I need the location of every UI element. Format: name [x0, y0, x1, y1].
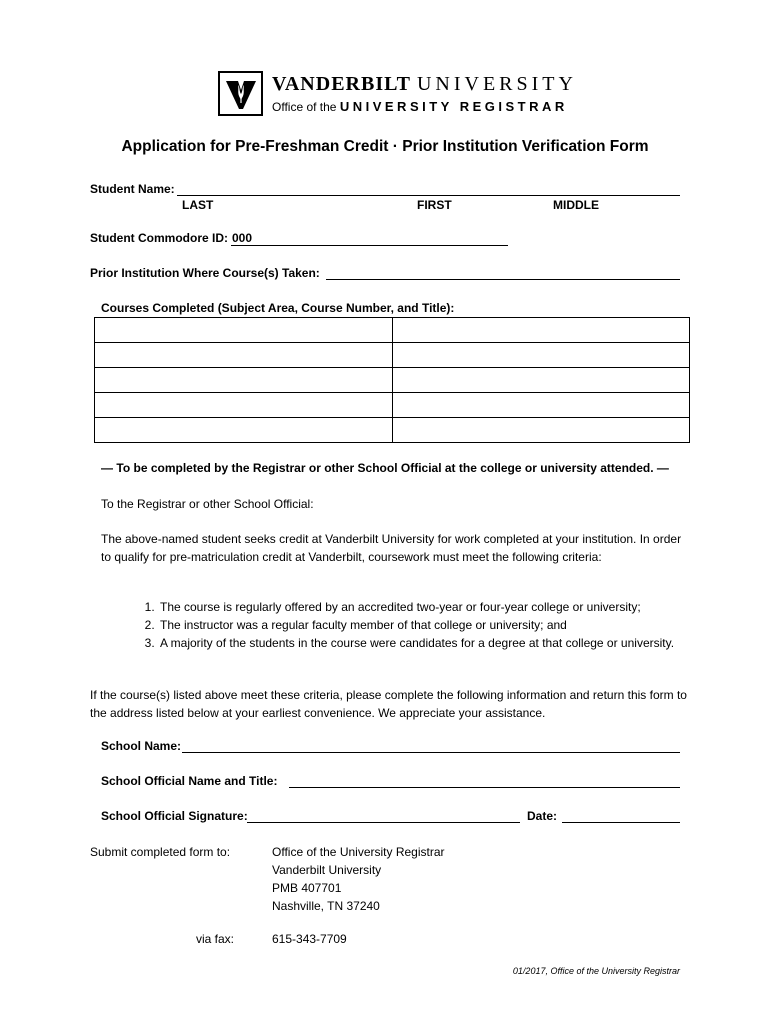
commodore-id-label: Student Commodore ID: [90, 231, 228, 245]
table-row [95, 318, 690, 343]
courses-completed-label: Courses Completed (Subject Area, Course Number, and Title): [101, 301, 455, 315]
course-cell[interactable] [392, 368, 690, 393]
list-item: 2. The instructor was a regular faculty member of that college or university; and [158, 616, 698, 634]
signature-label: School Official Signature: [101, 809, 248, 823]
course-cell[interactable] [392, 318, 690, 343]
middle-name-label: MIDDLE [553, 198, 599, 212]
logo-office-name: Office of the UNIVERSITY REGISTRAR [272, 99, 568, 114]
footer-note: 01/2017, Office of the University Registrar [512, 966, 680, 976]
course-cell[interactable] [95, 368, 393, 393]
vanderbilt-logo-icon [218, 71, 263, 116]
intro-paragraph: The above-named student seeks credit at Vanderbilt University for work completed at your institution. In order to qualify for pre-matriculation credit at Vanderbilt, coursework must meet the following criteria: [101, 532, 682, 564]
commodore-id-field[interactable] [231, 245, 508, 246]
course-cell[interactable] [392, 418, 690, 443]
address-line: Office of the University Registrar [272, 845, 445, 859]
student-name-label: Student Name: [90, 182, 175, 196]
fax-label: via fax: [196, 932, 235, 946]
signature-field[interactable] [247, 822, 520, 823]
submit-label: Submit completed form to: [90, 845, 231, 859]
date-label: Date: [527, 809, 558, 823]
list-item: 3. A majority of the students in the course were candidates for a degree at that college or university. [158, 634, 698, 652]
table-row [95, 418, 690, 443]
course-cell[interactable] [95, 393, 393, 418]
courses-table [94, 317, 690, 443]
table-row [95, 393, 690, 418]
criteria-list [120, 598, 698, 652]
course-cell[interactable] [95, 343, 393, 368]
prior-institution-label: Prior Institution Where Course(s) Taken: [90, 266, 320, 280]
course-cell[interactable] [95, 318, 393, 343]
school-name-label: School Name: [101, 739, 182, 753]
table-row [95, 368, 690, 393]
salutation: To the Registrar or other School Official: [101, 497, 314, 511]
registrar-section-divider: — To be completed by the Registrar or other School Official at the college or university attended. — [101, 461, 669, 475]
prior-institution-field[interactable] [326, 279, 680, 280]
course-cell[interactable] [392, 393, 690, 418]
school-name-field[interactable] [182, 752, 680, 753]
logo-university-name: VANDERBILT UNIVERSITY [272, 73, 577, 95]
form-title: Application for Pre-Freshman Credit · Prior Institution Verification Form [121, 138, 649, 155]
table-row [95, 343, 690, 368]
commodore-id-value: 000 [232, 231, 253, 245]
fax-number: 615-343-7709 [272, 932, 347, 946]
last-name-label: LAST [182, 198, 214, 212]
address-line: Nashville, TN 37240 [272, 899, 380, 913]
list-item: 1. The course is regularly offered by an accredited two-year or four-year college or university; [158, 598, 698, 616]
date-field[interactable] [562, 822, 680, 823]
first-name-label: FIRST [417, 198, 452, 212]
address-line: Vanderbilt University [272, 863, 382, 877]
course-cell[interactable] [95, 418, 393, 443]
address-line: PMB 407701 [272, 881, 342, 895]
closing-paragraph: If the course(s) listed above meet these criteria, please complete the following information and return this form to the address listed below at your earliest convenience. We appreciate your assistance. [90, 688, 687, 720]
official-name-field[interactable] [289, 787, 680, 788]
official-name-label: School Official Name and Title: [101, 774, 278, 788]
student-name-field[interactable] [177, 195, 680, 196]
course-cell[interactable] [392, 343, 690, 368]
mailing-address [272, 843, 445, 915]
